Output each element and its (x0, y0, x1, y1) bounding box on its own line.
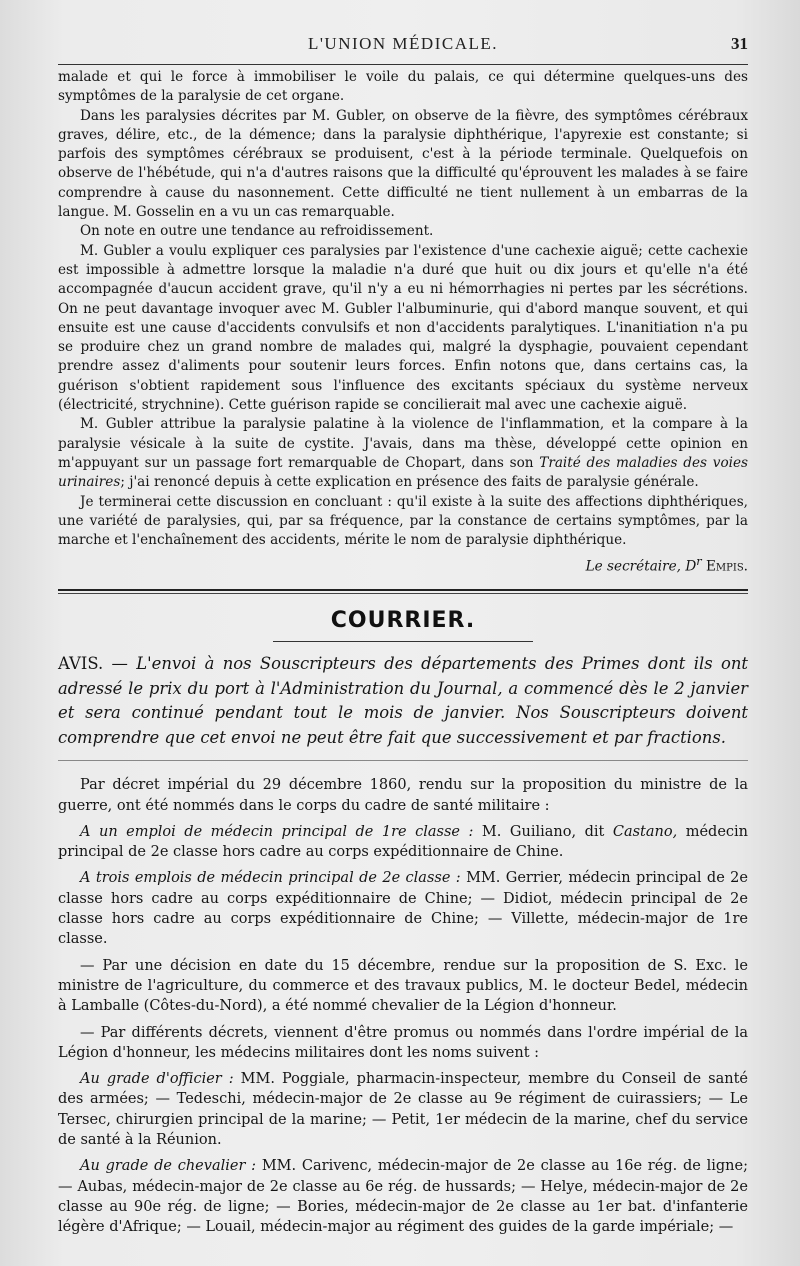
paragraph-conclusion: Je terminerai cette discussion en concluant : qu'il existe à la suite des affections diphthériques, une variété de paralysies, qui, par sa fréquence, par la constance de certains symptômes, par la marche et l'enchaînement des accidents, mérite le nom de paralysie diphthérique. (58, 493, 748, 549)
text-run: Castano, (612, 823, 678, 840)
decree-label: A trois emplois de médecin principal de 2e classe : (80, 870, 461, 887)
promotions-chevalier (58, 1156, 748, 1237)
signature (58, 552, 748, 577)
text-run: M. Gubler attribue la paralysie palatine à la violence de l'inflammation, et la compare à la paralysie vésicale à la suite de cystite. J'avais, dans ma thèse, développé cette opinion en m'appuyant sur un passage fort remarquable de Chopart, dans son (58, 416, 748, 471)
book-title: Traité des maladies des voies urinaires (58, 454, 748, 491)
promotions-officier (58, 1069, 748, 1150)
grade-label: Au grade d'officier : (80, 1071, 234, 1088)
avis-notice (58, 652, 748, 750)
courrier-body (58, 775, 748, 1237)
header-rule (58, 64, 748, 65)
page-number: 31 (731, 34, 748, 53)
decree-label: A un emploi de médecin principal de 1re classe : (80, 823, 474, 840)
running-title: L'UNION MÉDICALE. (307, 34, 499, 53)
text-run: MM. Poggiale, pharmacin-inspecteur, membre du Conseil de santé des armées; — Tedeschi, médecin-major de 2e classe au 9e régiment de cuirassiers; — Le Tersec, chirurgien principal de la marine; — Petit, 1er médecin de la marine, chef du service de santé à la Réunion. (58, 1071, 748, 1148)
avis-rule (58, 760, 748, 761)
courrier-heading: COURRIER. (330, 608, 476, 634)
decree-intro: Par décret impérial du 29 décembre 1860, rendu sur la proposition du ministre de la guerre, ont été nommés dans le corps du cadre de santé militaire : (58, 777, 748, 814)
text-run: ; j'ai renoncé depuis à cette explication en présence des faits de paralysie générale. (120, 474, 699, 491)
paragraph: On note en outre une tendance au refroidissement. (80, 223, 434, 240)
text-run: M. Guiliano, dit (473, 823, 613, 840)
text-run: MM. Carivenc, médecin-major de 2e classe au 16e rég. de ligne; — Aubas, médecin-major de 2e classe au 6e rég. de hussards; — Helye, médecin-major de 2e classe au 90e rég. de ligne; — Bories, médecin-major de 2e classe au 1er bat. d'infanterie légère d'Afrique; — Louail, médecin-major au régiment des guides de la garde impériale; — (58, 1158, 748, 1236)
grade-label: Au grade de chevalier : (80, 1158, 257, 1175)
legion-paragraph: — Par une décision en date du 15 décembre, rendue sur la proposition de S. Exc. le ministre de l'agriculture, du commerce et des travaux publics, M. le docteur Bedel, médecin à Lamballe (Côtes-du-Nord), a été nommé chevalier de la Légion d'honneur. (58, 957, 748, 1015)
paragraph: M. Gubler a voulu expliquer ces paralysies par l'existence d'une cachexie aiguë; cette cachexie est impossible à admettre lorsque la maladie n'a duré que huit ou dix jours et qu'elle n'a été accompagnée d'aucun accident grave, qu'il n'y a eu ni hémorrhagies ni pertes par les sécrétions. On ne peut davantage invoquer avec M. Gubler l'albuminurie, qui d'abord manque souvent, et qui ensuite est une cause d'accidents convulsifs et non d'accidents paralytiques. L'inanitiation n'a pu se produire chez un grand nombre de malades qui, malgré la dysphagie, pouvaient cependant prendre assez d'aliments pour soutenir leurs forces. Enfin notons que, dans certains cas, la guérison s'obtient rapidement sous l'influence des excitants spéciaux du système nerveux (électricité, strychnine). Cette guérison rapide se concilierait mal avec une cachexie aiguë. (58, 242, 748, 414)
section-divider (58, 589, 748, 594)
avis-lead: AVIS. — (58, 654, 137, 674)
decree-item (58, 868, 748, 949)
promotions-intro: — Par différents décrets, viennent d'être promus ou nommés dans l'ordre impérial de la Légion d'honneur, les médecins militaires dont les noms suivent : (58, 1024, 748, 1061)
paragraph: malade et qui le force à immobiliser le voile du palais, ce qui détermine quelques-uns des symptômes de la paralysie de cet organe. (58, 69, 748, 105)
paragraph: Dans les paralysies décrites par M. Gubler, on observe de la fièvre, des symptômes cérébraux graves, délire, etc., de la démence; dans la paralysie diphthérique, l'apyrexie est constante; si parfois des symptômes cérébraux se produisent, c'est à la période terminale. Quelquefois on observe de l'hébétude, qui n'a d'autres raisons que la difficulté qu'éprouvent les malades à se faire comprendre à cause du nasonnement. Cette difficulté ne tient nullement à un embarras de la langue. M. Gosselin en a vu un cas remarquable. (58, 107, 748, 221)
text-run: médecin principal de 2e classe hors cadre au corps expéditionnaire de Chine. (58, 823, 748, 861)
signature-sup: r (696, 554, 702, 569)
text-run: MM. Gerrier, médecin principal de 2e classe hors cadre au corps expéditionnaire de Chine; — Didiot, médecin principal de 2e classe hors cadre au corps expéditionnaire de Chine; — Villette, médecin-major de 1re classe. (58, 870, 748, 948)
paragraph-gubler (58, 415, 748, 492)
signature-label: Le secrétaire, D (585, 558, 697, 575)
courrier-rule (273, 641, 533, 642)
page-header (58, 30, 748, 64)
avis-text: L'envoi à nos Souscripteurs des départements des Primes dont ils ont adressé le prix du port à l'Administration du Journal, a commencé dès le 2 janvier et sera continué pendant tout le mois de janvier. Nos Souscripteurs doivent comprendre que cet envoi ne peut être fait que successivement et par fractions. (58, 654, 748, 747)
signature-name: Empis. (705, 558, 748, 575)
article-body (58, 68, 748, 577)
decree-item (58, 822, 748, 863)
